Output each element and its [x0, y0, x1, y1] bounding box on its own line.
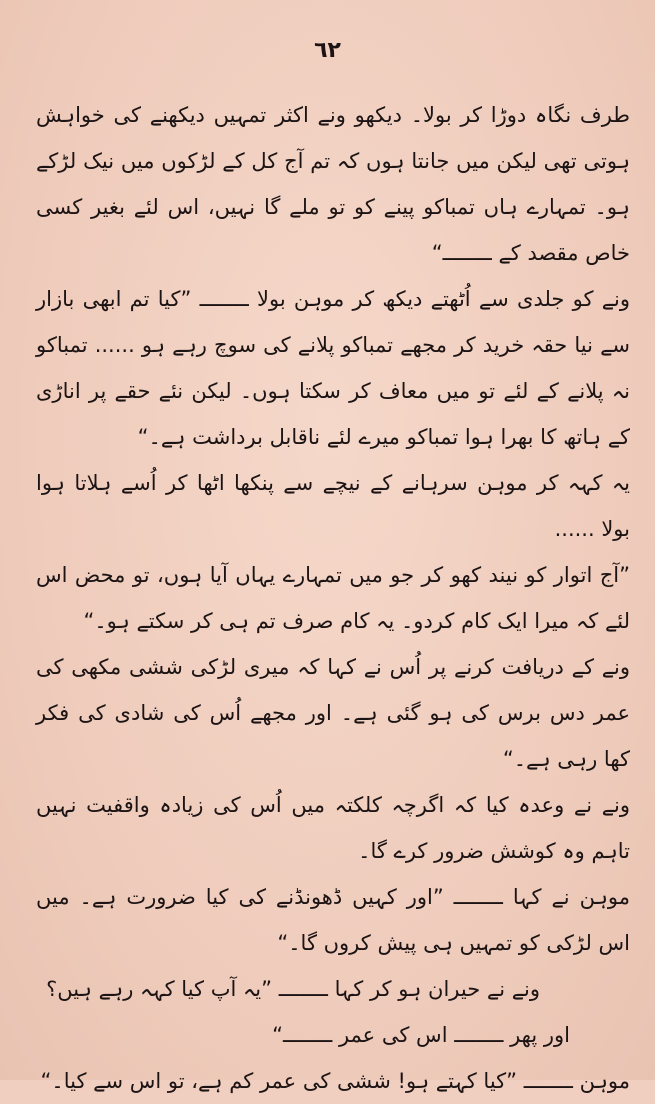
paragraph-6: ونے نے وعدہ کیا کہ اگرچہ کلکتہ میں اُس کی زیادہ واقفیت نہیں تاہم وہ کوشش ضرور کرے گا۔ [36, 793, 630, 863]
paragraph-2: ونے کو جلدی سے اُٹھتے دیکھ کر موہن بولا ــــــــ ”کیا تم ابھی بازار سے نیا حقہ خرید کر مجھے تمباکو پلانے کی سوچ رہے ہو ...... تمباکو نہ پلانے کے لئے تو میں معاف کر سکتا ہوں۔ لیکن نئے حقے پر اناڑی کے ہاتھ کا بھرا ہوا تمباکو میرے لئے ناقابل برداشت ہے۔“ [36, 287, 630, 449]
paragraph-1: طرف نگاہ دوڑا کر بولا۔ دیکھو ونے اکثر تمہیں دیکھنے کی خواہش ہوتی تھی لیکن میں جانتا ہوں کہ تم آج کل کے لڑکوں میں نیک لڑکے ہو۔ تمہارے ہاں تمباکو پینے کو تو ملے گا نہیں، اس لئے بغیر کسی خاص مقصد کے ــــــــ“ [36, 103, 630, 265]
paragraph-9: اور پھر ــــــــ اس کی عمر ــــــــ“ [272, 1023, 570, 1047]
paragraph-4: ”آج اتوار کو نیند کھو کر جو میں تمہارے یہاں آیا ہوں، تو محض اس لئے کہ میرا ایک کام کردو۔ یہ کام صرف تم ہی کر سکتے ہو۔“ [36, 563, 630, 633]
paragraph-3: یہ کہہ کر موہن سرہانے کے نیچے سے پنکھا اٹھا کر اُسے ہلاتا ہوا بولا ...... [36, 471, 630, 541]
paragraph-10: موہن ــــــــ ”کیا کہتے ہو! ششی کی عمر کم ہے، تو اس سے کیا۔“ [40, 1069, 630, 1093]
paragraph-7: موہن نے کہا ــــــــ ”اور کہیں ڈھونڈنے کی کیا ضرورت ہے۔ میں اس لڑکی کو تمہیں ہی پیش کروں گا۔“ [36, 885, 630, 955]
body-text [36, 92, 630, 1104]
paragraph-5: ونے کے دریافت کرنے پر اُس نے کہا کہ میری لڑکی ششی مکھی کی عمر دس برس کی ہو گئی ہے۔ اور مجھے اُس کی شادی کی فکر کھا رہی ہے۔“ [36, 655, 630, 771]
page-number: ٦٢ [314, 38, 341, 63]
paragraph-8: ونے نے حیران ہو کر کہا ــــــــ ”یہ آپ کیا کہہ رہے ہیں؟ [46, 977, 540, 1001]
